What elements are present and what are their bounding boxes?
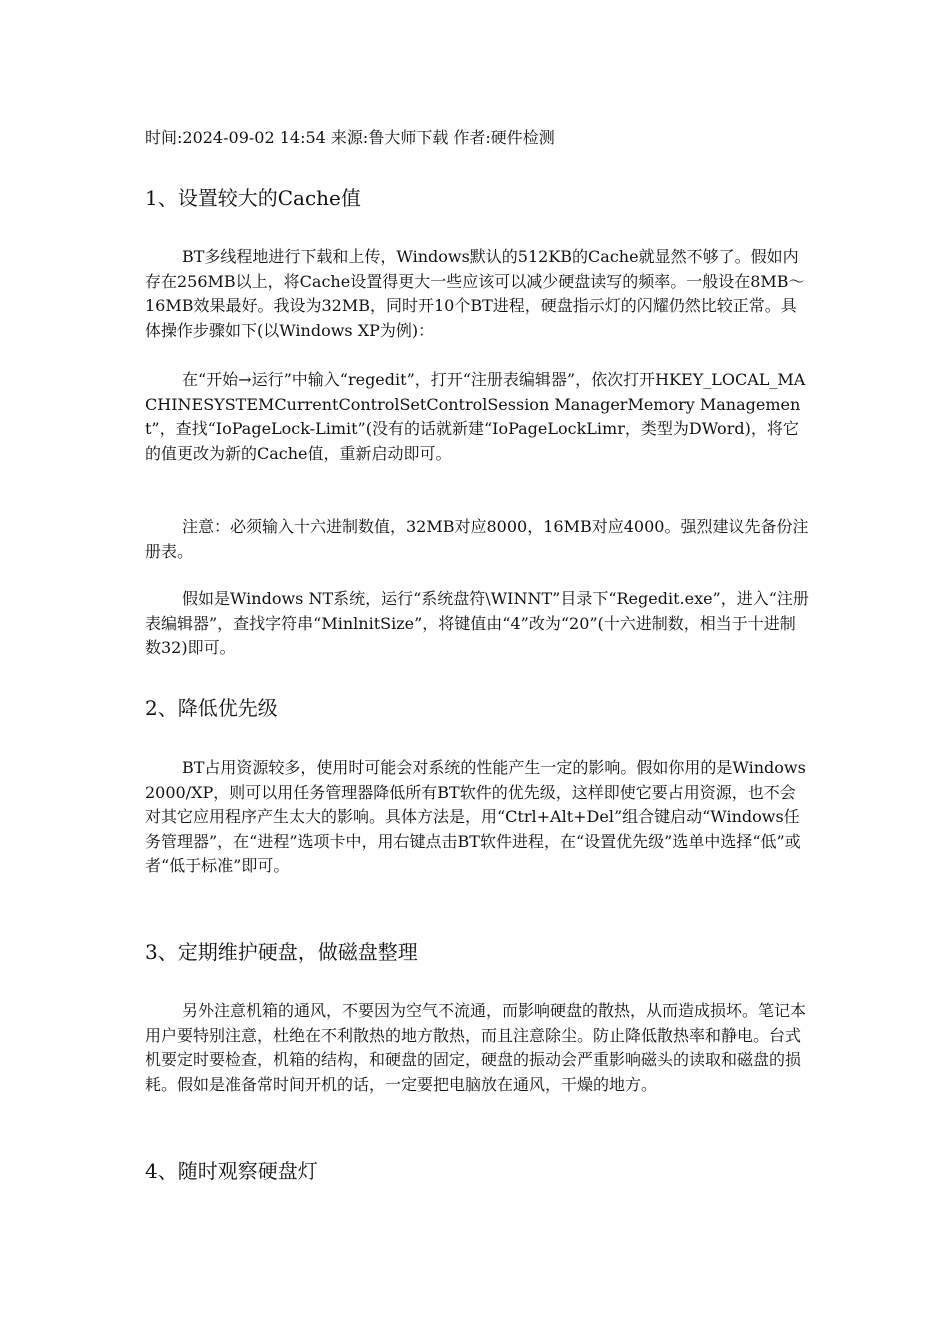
article-meta-line: 时间:2024-09-02 14:54 来源:鲁大师下载 作者:硬件检测 [145, 128, 555, 147]
section-1-paragraph-3: 注意：必须输入十六进制数值，32MB对应8000，16MB对应4000。强烈建议先备份注册表。 [145, 517, 809, 561]
section-2-heading: 2、降低优先级 [145, 696, 278, 720]
section-3-paragraph-1: 另外注意机箱的通风，不要因为空气不流通，而影响硬盘的散热，从而造成损坏。笔记本用户要特别注意，杜绝在不利散热的地方散热，而且注意除尘。防止降低散热率和静电。台式机要定时要检查，机箱的结构，和硬盘的固定，硬盘的振动会严重影响磁头的读取和磁盘的损耗。假如是准备常时间开机的话，一定要把电脑放在通风，干燥的地方。 [145, 1001, 807, 1094]
section-1-paragraph-2: 在“开始→运行”中输入“regedit”，打开“注册表编辑器”，依次打开HKEY_LOCAL_MACHINESYSTEMCurrentControlSetControlSession ManagerMemory Management”，查找“IoPageLock-Limit”(没有的话就新建“IoPageLockLimr，类型为DWord)，将它的值更改为新的Cache值，重新启动即可。 [145, 370, 806, 463]
section-2-paragraph-1: BT占用资源较多，使用时可能会对系统的性能产生一定的影响。假如你用的是Windows 2000/XP，则可以用任务管理器降低所有BT软件的优先级，这样即使它要占用资源，也不会对其它应用程序产生太大的影响。具体方法是，用“Ctrl+Alt+Del”组合键启动“Windows任务管理器”，在“进程”选项卡中，用右键点击BT软件进程，在“设置优先级”选单中选择“低”或者“低于标准”即可。 [145, 758, 806, 875]
section-3-heading: 3、定期维护硬盘，做磁盘整理 [145, 940, 418, 964]
section-1-paragraph-4: 假如是Windows NT系统，运行“系统盘符\WINNT”目录下“Regedit.exe”，进入“注册表编辑器”，查找字符串“MinlnitSize”，将键值由“4”改为“20”(十六进制数，相当于十进制数32)即可。 [145, 589, 809, 657]
section-4-heading: 4、随时观察硬盘灯 [145, 1159, 318, 1183]
section-1-heading: 1、设置较大的Cache值 [145, 186, 361, 210]
section-1-paragraph-1: BT多线程地进行下载和上传，Windows默认的512KB的Cache就显然不够了。假如内存在256MB以上，将Cache设置得更大一些应该可以减少硬盘读写的频率。一般设在8MB～16MB效果最好。我设为32MB，同时开10个BT进程，硬盘指示灯的闪耀仍然比较正常。具体操作步骤如下(以Windows XP为例)： [145, 247, 805, 340]
